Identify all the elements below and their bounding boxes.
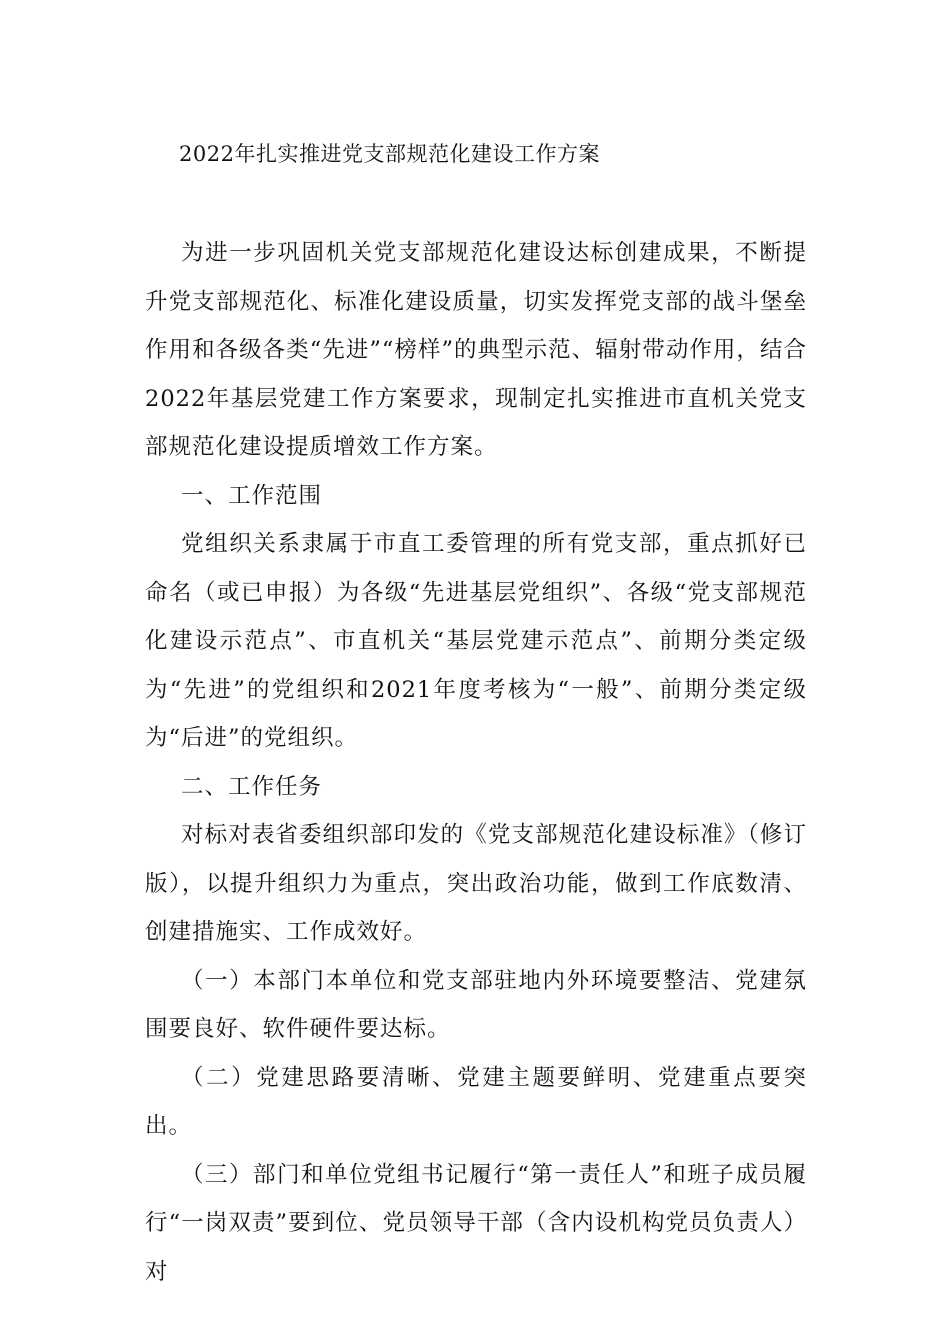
task-item-1: （一）本部门本单位和党支部驻地内外环境要整洁、党建氛围要良好、软件硬件要达标。 bbox=[145, 967, 807, 1042]
document-body bbox=[145, 229, 807, 1296]
paragraph-tasks: 对标对表省委组织部印发的《党支部规范化建设标准》（修订版），以提升组织力为重点，突出政治功能，做到工作底数清、创建措施实、工作成效好。 bbox=[145, 822, 807, 945]
section-heading-tasks: 二、工作任务 bbox=[181, 773, 323, 800]
task-item-2: （二）党建思路要清晰、党建主题要鲜明、党建重点要突出。 bbox=[145, 1064, 807, 1139]
document-title: 2022年扎实推进党支部规范化建设工作方案 bbox=[179, 142, 600, 166]
paragraph-intro: 为进一步巩固机关党支部规范化建设达标创建成果，不断提升党支部规范化、标准化建设质量，切实发挥党支部的战斗堡垒作用和各级各类“先进”“榜样”的典型示范、辐射带动作用，结合2022年基层党建工作方案要求，现制定扎实推进市直机关党支部规范化建设提质增效工作方案。 bbox=[145, 240, 807, 460]
paragraph-scope: 党组织关系隶属于市直工委管理的所有党支部，重点抓好已命名（或已申报）为各级“先进基层党组织”、各级“党支部规范化建设示范点”、市直机关“基层党建示范点”、前期分类定级为“先进”的党组织和2021年度考核为“一般”、前期分类定级为“后进”的党组织。 bbox=[145, 531, 807, 751]
section-heading-scope: 一、工作范围 bbox=[181, 482, 323, 509]
task-item-3: （三）部门和单位党组书记履行“第一责任人”和班子成员履行“一岗双责”要到位、党员领导干部（含内设机构党员负责人）对 bbox=[145, 1161, 807, 1285]
